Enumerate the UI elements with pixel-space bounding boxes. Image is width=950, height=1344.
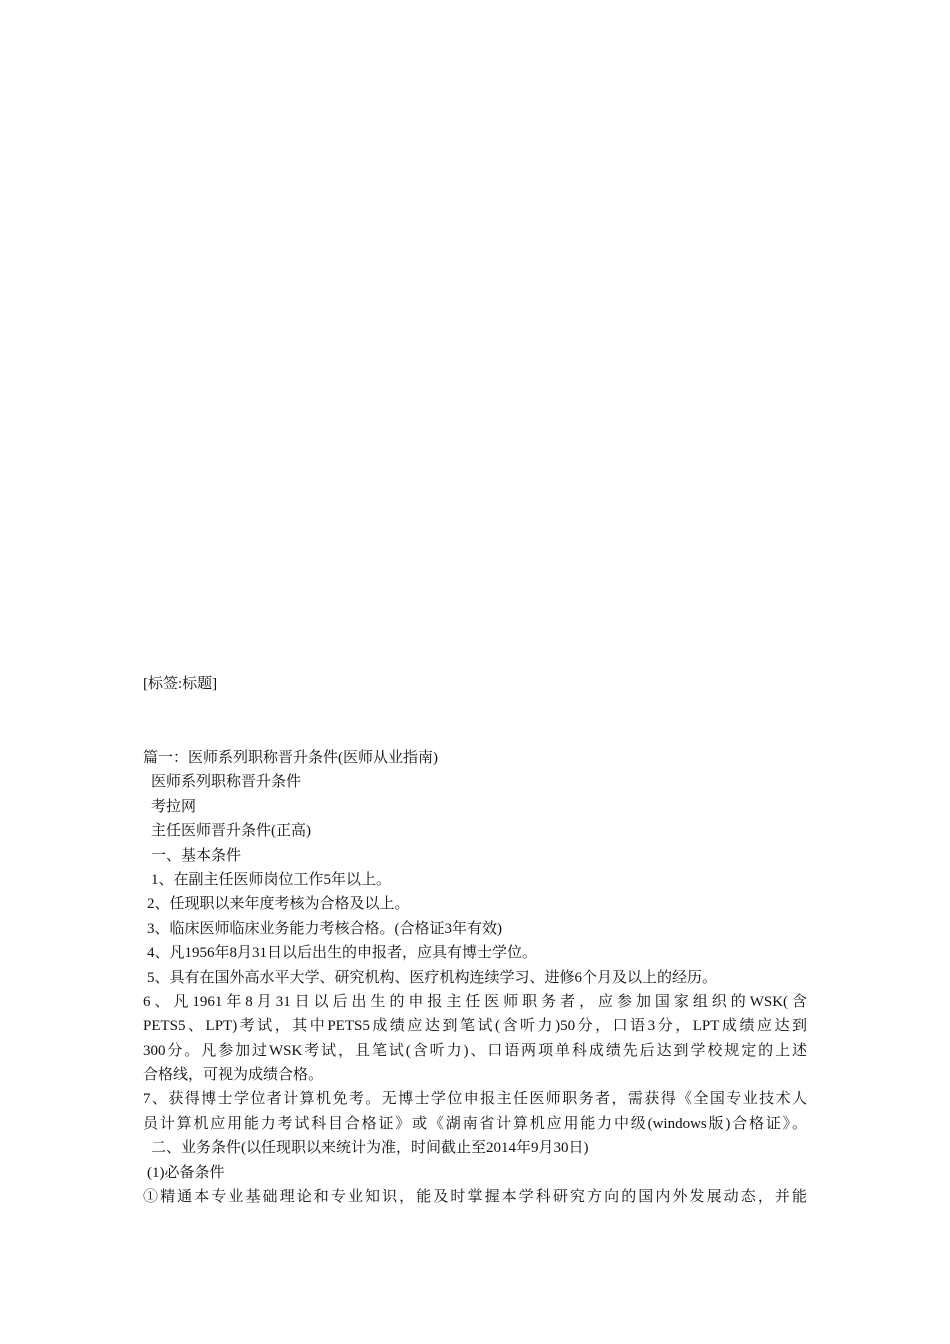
document-title: 医师系列职称晋升条件 [151, 774, 302, 791]
section-heading: 主任医师晋升条件(正高) [151, 823, 311, 840]
source-line: 考拉网 [151, 798, 197, 815]
condition-item: 5、具有在国外高水平大学、研究机构、医疗机构连续学习、进修6个月及以上的经历。 [147, 969, 718, 986]
subsection-heading: 一、基本条件 [151, 847, 242, 864]
condition-item-continued: 员计算机应用能力考试科目合格证》或《湖南省计算机应用能力中级(windows版)合格证》。 [143, 1115, 807, 1132]
requirement-item: ①精通本专业基础理论和专业知识，能及时掌握本学科研究方向的国内外发展动态，并能 [143, 1189, 807, 1206]
subsection-heading: 二、业务条件(以任现职以来统计为准，时间截止至2014年9月30日) [151, 1140, 589, 1157]
tag-line: [标签:标题] [143, 676, 218, 692]
condition-item: 7、获得博士学位者计算机免考。无博士学位申报主任医师职务者，需获得《全国专业技术人 [143, 1091, 807, 1108]
condition-item: 6、凡1961年8月31日以后出生的申报主任医师职务者，应参加国家组织的WSK(含 [143, 993, 807, 1010]
condition-item-continued: PETS5、LPT)考试，其中PETS5成绩应达到笔试(含听力)50分，口语3分，LPT成绩应达到 [143, 1018, 807, 1035]
condition-item-continued: 300分。凡参加过WSK考试，且笔试(含听力)、口语两项单科成绩先后达到学校规定的上述 [143, 1042, 807, 1059]
condition-item: 3、临床医师临床业务能力考核合格。(合格证3年有效) [147, 920, 502, 937]
condition-item: 4、凡1956年8月31日以后出生的申报者，应具有博士学位。 [147, 945, 538, 962]
condition-item: 1、在副主任医师岗位工作5年以上。 [151, 871, 392, 888]
condition-item: 2、任现职以来年度考核为合格及以上。 [147, 896, 410, 913]
subsection-heading: (1)必备条件 [147, 1164, 225, 1181]
article-heading: 篇一：医师系列职称晋升条件(医师从业指南) [143, 750, 438, 766]
condition-item-continued: 合格线，可视为成绩合格。 [143, 1067, 324, 1084]
document-body [143, 746, 807, 1209]
